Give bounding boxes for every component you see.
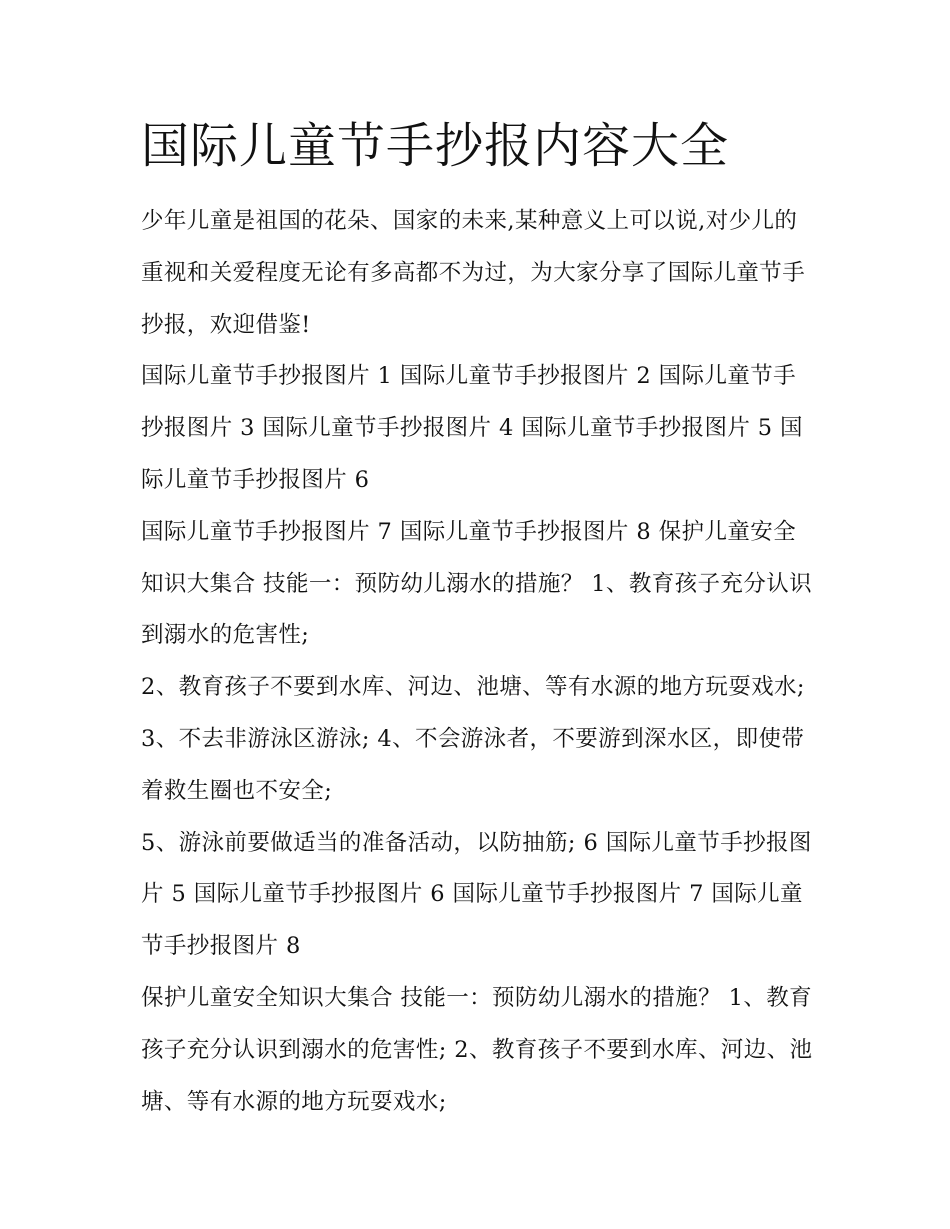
paragraph-image-list-1: 国际儿童节手抄报图片 1 国际儿童节手抄报图片 2 国际儿童节手抄报图片 3 国际儿童节手抄报图片 4 国际儿童节手抄报图片 5 国际儿童节手抄报图片 6 bbox=[141, 363, 803, 493]
paragraph-safety-repeat: 保护儿童安全知识大集合 技能一：预防幼儿溺水的措施？ 1、教育孩子充分认识到溺水的危害性; 2、教育孩子不要到水库、河边、池塘、等有水源的地方玩耍戏水; bbox=[141, 984, 813, 1115]
paragraph-safety-tips: 2、教育孩子不要到水库、河边、池塘、等有水源的地方玩耍戏水; 3、不去非游泳区游泳; 4、不会游泳者，不要游到深水区，即使带着救生圈也不安全; bbox=[141, 674, 805, 804]
paragraph-intro: 少年儿童是祖国的花朵、国家的未来,某种意义上可以说,对少儿的重视和关爱程度无论有多高都不为过，为大家分享了国际儿童节手抄报，欢迎借鉴! bbox=[141, 208, 806, 338]
document-title: 国际儿童节手抄报内容大全 bbox=[141, 118, 730, 174]
document-page bbox=[141, 110, 813, 1128]
paragraph-safety-intro: 国际儿童节手抄报图片 7 国际儿童节手抄报图片 8 保护儿童安全知识大集合 技能一：预防幼儿溺水的措施？ 1、教育孩子充分认识到溺水的危害性; bbox=[141, 518, 813, 649]
paragraph-image-list-2: 5、游泳前要做适当的准备活动，以防抽筋; 6 国际儿童节手抄报图片 5 国际儿童节手抄报图片 6 国际儿童节手抄报图片 7 国际儿童节手抄报图片 8 bbox=[141, 829, 812, 960]
